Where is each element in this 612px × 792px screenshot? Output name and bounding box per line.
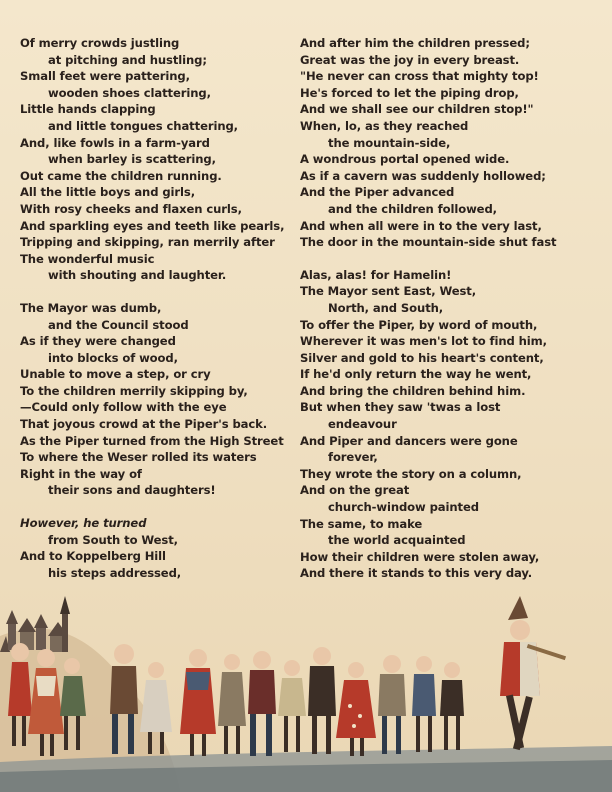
poem-line: As if they were changed [20,334,176,349]
poem-left-column [20,35,305,597]
poem-line: and the children followed, [328,201,497,216]
poem-line: The door in the mountain-side shut fast [300,235,557,250]
poem-line: Right in the way of [20,466,142,481]
poem-line: Unable to move a step, or cry [20,367,211,382]
poem-line: The Mayor sent East, West, [300,284,477,299]
children-procession [8,643,464,756]
poem-line: However, he turned [20,516,147,531]
poem-line: To offer the Piper, by word of mouth, [300,317,538,332]
poem-line: Wherever it was men's lot to find him, [300,334,547,349]
poem-line: Small feet were pattering, [20,69,190,84]
poem-line: And to Koppelberg Hill [20,549,166,564]
poem-line: All the little boys and girls, [20,185,195,200]
poem-line: forever, [328,450,378,465]
poem-right-column [300,35,600,598]
poem-line: from South to West, [48,532,178,547]
poem-stanza [300,267,600,582]
poem-line: Silver and gold to his heart's content, [300,350,544,365]
poem-line: As if a cavern was suddenly hollowed; [300,168,546,183]
poem-stanza [20,35,305,284]
poem-line: With rosy cheeks and flaxen curls, [20,201,242,216]
poem-line: Tripping and skipping, ran merrily after [20,235,275,250]
poem-line: And there it stands to this very day. [300,566,533,581]
poem-line: A wondrous portal opened wide. [300,152,510,167]
poem-line: To where the Weser rolled its waters [20,450,257,465]
poem-line: wooden shoes clattering, [48,85,211,100]
poem-line: And sparkling eyes and teeth like pearls, [20,218,285,233]
poem-line: How their children were stolen away, [300,549,540,564]
poem-stanza [300,35,600,251]
poem-line: the world acquainted [328,533,466,548]
poem-line: They wrote the story on a column, [300,466,522,481]
poem-line: And bring the children behind him. [300,383,526,398]
poem-line: But when they saw 'twas a lost [300,400,501,415]
poem-line: The wonderful music [20,251,155,266]
poem-line: into blocks of wood, [48,350,178,365]
poem-line: and little tongues chattering, [48,118,238,133]
poem-line: Alas, alas! for Hamelin! [300,267,452,282]
poem-line: his steps addressed, [48,565,182,580]
poem-line: That joyous crowd at the Piper's back. [20,417,268,432]
poem-line: When, lo, as they reached [300,118,469,133]
poem-line: To the children merrily skipping by, [20,383,248,398]
poem-line: endeavour [328,417,397,432]
poem-line: Little hands clapping [20,102,156,117]
poem-line: And when all were in to the very last, [300,218,542,233]
poem-line: Out came the children running. [20,168,222,183]
poem-line: And after him the children pressed; [300,36,530,50]
poem-line: "He never can cross that mighty top! [300,69,539,84]
poem-line: with shouting and laughter. [48,268,227,283]
poem-line: at pitching and hustling; [48,52,207,67]
poem-line: the mountain-side, [328,135,451,150]
poem-line: As the Piper turned from the High Street [20,433,284,448]
poem-line: —Could only follow with the eye [20,400,227,415]
poem-line: The same, to make [300,516,423,531]
poem-line: The Mayor was dumb, [20,300,162,315]
poem-line: their sons and daughters! [48,483,216,498]
pied-piper-procession-illustration [0,566,612,792]
poem-line: and the Council stood [48,317,189,332]
poem-line: And we shall see our children stop!" [300,102,534,117]
poem-line: He's forced to let the piping drop, [300,85,519,100]
poem-line: church-window painted [328,500,479,515]
poem-line: If he'd only return the way he went, [300,367,532,382]
poem-line: And the Piper advanced [300,185,455,200]
poem-line: Of merry crowds justling [20,36,180,50]
poem-line: And Piper and dancers were gone [300,433,518,448]
poem-line: when barley is scattering, [48,152,216,167]
poem-line: And on the great [300,483,410,498]
poem-stanza [20,300,305,499]
poem-line: And, like fowls in a farm-yard [20,135,210,150]
pied-piper-figure [500,596,566,750]
poem-line: North, and South, [328,300,444,315]
poem-line: Great was the joy in every breast. [300,52,520,67]
